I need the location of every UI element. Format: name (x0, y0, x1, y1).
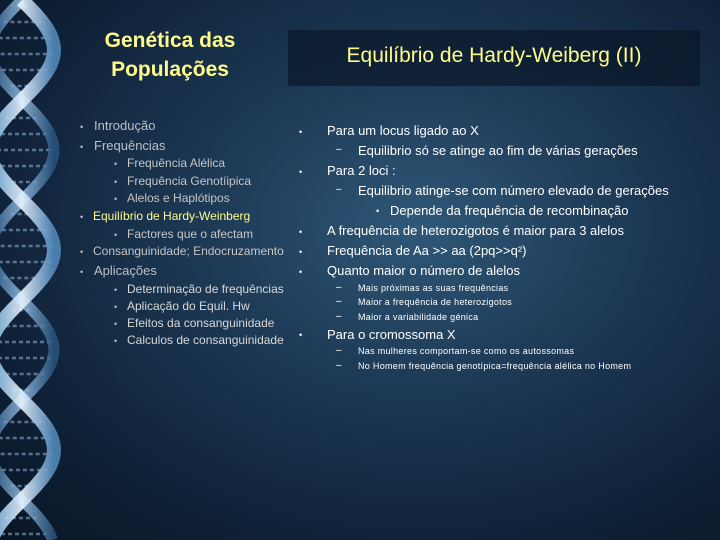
bullet-icon: • (114, 230, 118, 240)
content-subpoint-alleles-c: Maior a variabilidade génica (358, 312, 479, 322)
outline-subitem-alelos-haplotipos: Alelos e Haplótipos (127, 191, 230, 205)
bullet-icon: • (299, 330, 303, 340)
outline-subitem-calculos: Calculos de consanguinidade (127, 333, 284, 347)
bullet-icon: • (114, 285, 118, 295)
dash-icon: – (336, 144, 342, 155)
dash-icon: – (336, 360, 342, 371)
slide-title: Equilíbrio de Hardy-Weiberg (II) (346, 44, 642, 67)
outline-item-equilibrio-current: Equilíbrio de Hardy-Weinberg (93, 209, 251, 223)
dash-icon: – (336, 184, 342, 195)
bullet-icon: • (80, 247, 84, 257)
outline-item-introducao: Introdução (94, 118, 156, 133)
bullet-icon: • (299, 267, 303, 277)
content-subpoint-x-men: No Homem frequência genotípica=frequência alélica no Homem (358, 361, 632, 371)
bullet-icon: • (114, 194, 118, 204)
content-point-x-chromosome: Para o cromossoma X (327, 327, 456, 342)
content-subpoint-alleles-a: Mais próximas as suas frequências (358, 283, 509, 293)
bullet-icon: • (114, 159, 118, 169)
content-point-alleles: Quanto maior o número de alelos (327, 263, 520, 278)
bullet-icon: • (80, 212, 84, 222)
content-subpoint-x-linked: Equilibrio só se atinge ao fim de várias gerações (358, 143, 638, 158)
bullet-icon: • (299, 247, 303, 257)
bullet-icon: • (80, 267, 84, 277)
outline-subitem-freq-genotipica: Frequência Genotíipica (127, 174, 252, 188)
outline-panel (0, 0, 303, 540)
content-point-x-linked: Para um locus ligado ao X (327, 123, 479, 138)
bullet-icon: • (376, 206, 380, 216)
content-panel (296, 0, 720, 540)
outline-item-consanguinidade: Consanguinidade; Endocruzamento (93, 244, 284, 258)
outline-subitem-determinacao: Determinação de frequências (127, 282, 284, 296)
bullet-icon: • (114, 302, 118, 312)
outline-subitem-aplicacao-equil: Aplicação do Equil. Hw (127, 299, 250, 313)
outline-item-frequencias: Frequências (94, 138, 166, 153)
bullet-icon: • (114, 177, 118, 187)
bullet-icon: • (114, 336, 118, 346)
content-subpoint-x-women: Nas mulheres comportam-se como os autossomas (358, 346, 575, 356)
content-point-aa-frequency: Frequência de Aa >> aa (2pq>>q²) (327, 243, 527, 258)
content-subpoint-alleles-b: Maior a frequência de heterozigotos (358, 297, 513, 307)
bullet-icon: • (80, 122, 84, 132)
outline-item-aplicacoes: Aplicações (94, 263, 157, 278)
content-point-two-loci: Para 2 loci : (327, 163, 396, 178)
outline-subitem-freq-alelica: Frequência Alélica (127, 156, 226, 170)
content-point-heterozygotes: A frequência de heterozigotos é maior para 3 alelos (327, 223, 625, 238)
outline-subitem-efeitos: Efeitos da consanguinidade (127, 316, 275, 330)
content-subsubpoint-recombination: Depende da frequência de recombinação (390, 203, 629, 218)
dash-icon: – (336, 311, 342, 322)
outline-subitem-factores: Factores que o afectam (127, 227, 254, 241)
dash-icon: – (336, 345, 342, 356)
bullet-icon: • (299, 227, 303, 237)
bullet-icon: • (114, 319, 118, 329)
bullet-icon: • (299, 167, 303, 177)
content-subpoint-two-loci: Equilibrio atinge-se com número elevado de gerações (358, 183, 669, 198)
dash-icon: – (336, 296, 342, 307)
bullet-icon: • (299, 127, 303, 137)
section-title: Genética das Populações (104, 29, 236, 81)
bullet-icon: • (80, 142, 84, 152)
dash-icon: – (336, 282, 342, 293)
